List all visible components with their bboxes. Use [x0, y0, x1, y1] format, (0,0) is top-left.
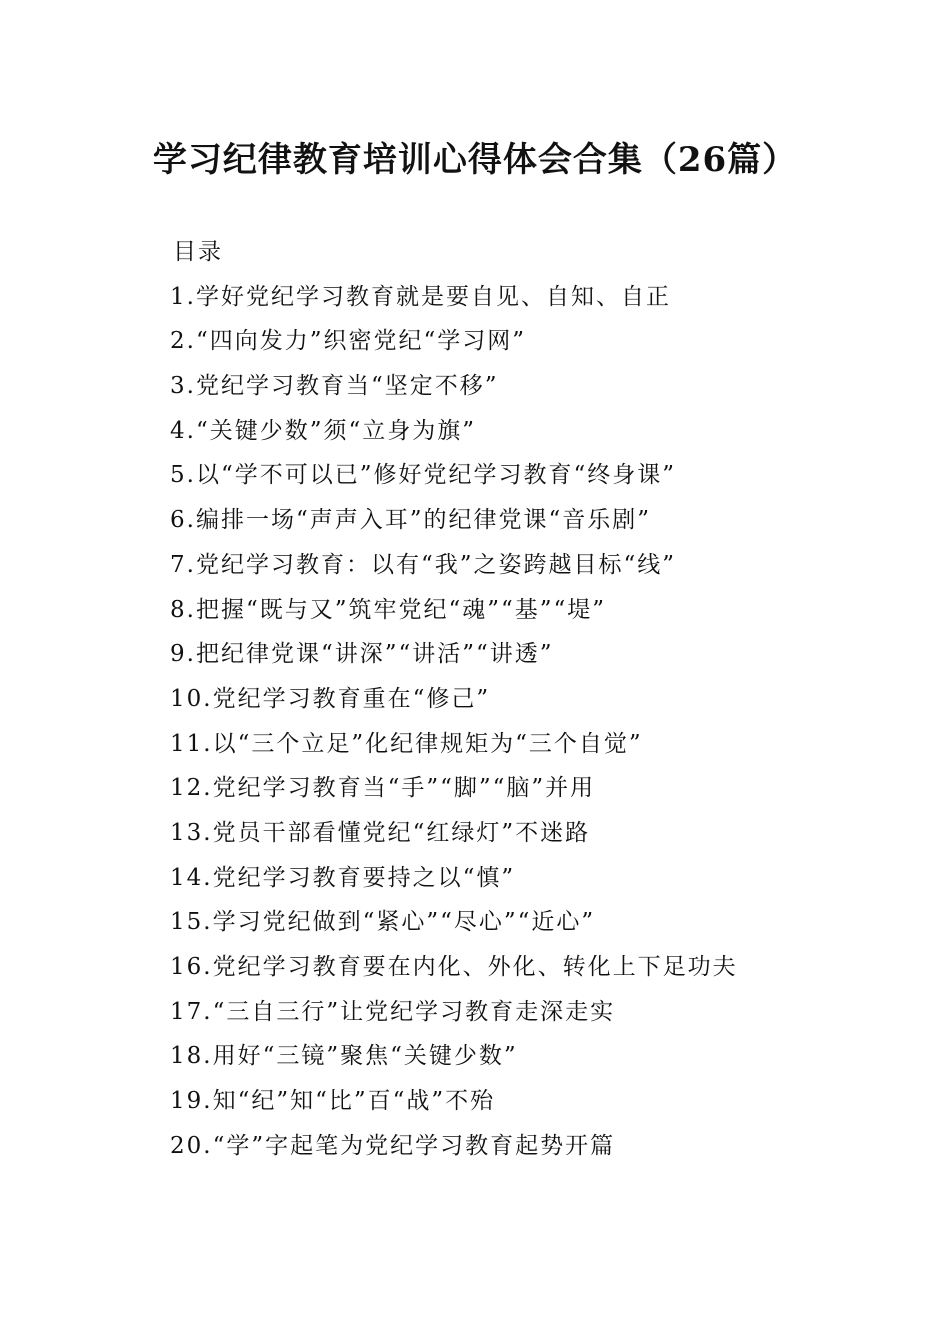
- toc-item: 10.党纪学习教育重在“修己”: [170, 685, 491, 712]
- toc-item: 18.用好“三镜”聚焦“关键少数”: [170, 1043, 518, 1070]
- toc-item: 3.党纪学习教育当“坚定不移”: [170, 373, 499, 400]
- toc-item: 12.党纪学习教育当“手”“脚”“脑”并用: [170, 775, 596, 802]
- toc-heading: 目录: [173, 239, 223, 265]
- table-of-contents: [170, 230, 890, 1168]
- toc-item: 7.党纪学习教育：以有“我”之姿跨越目标“线”: [170, 551, 676, 578]
- document-title: 学习纪律教育培训心得体会合集（26篇）: [152, 140, 798, 180]
- toc-item: 15.学习党纪做到“紧心”“尽心”“近心”: [170, 909, 596, 936]
- toc-item: 19.知“纪”知“比”百“战”不殆: [170, 1088, 496, 1115]
- toc-item: 2.“四向发力”织密党纪“学习网”: [170, 328, 526, 355]
- toc-item: 9.把纪律党课“讲深”“讲活”“讲透”: [170, 641, 554, 668]
- toc-item: 6.编排一场“声声入耳”的纪律党课“音乐剧”: [170, 507, 651, 534]
- toc-item: 5.以“学不可以已”修好党纪学习教育“终身课”: [170, 462, 676, 489]
- toc-item: 16.党纪学习教育要在内化、外化、转化上下足功夫: [170, 954, 738, 980]
- toc-item: 20.“学”字起笔为党纪学习教育起势开篇: [170, 1132, 616, 1159]
- toc-item: 4.“关键少数”须“立身为旗”: [170, 417, 476, 444]
- toc-item: 14.党纪学习教育要持之以“慎”: [170, 864, 516, 891]
- toc-list: [170, 275, 890, 1169]
- toc-item: 17.“三自三行”让党纪学习教育走深走实: [170, 998, 616, 1025]
- toc-item: 13.党员干部看懂党纪“红绿灯”不迷路: [170, 819, 591, 846]
- toc-item: 1.学好党纪学习教育就是要自见、自知、自正: [170, 283, 671, 310]
- toc-item: 11.以“三个立足”化纪律规矩为“三个自觉”: [170, 730, 643, 757]
- toc-item: 8.把握“既与又”筑牢党纪“魂”“基”“堤”: [170, 596, 607, 623]
